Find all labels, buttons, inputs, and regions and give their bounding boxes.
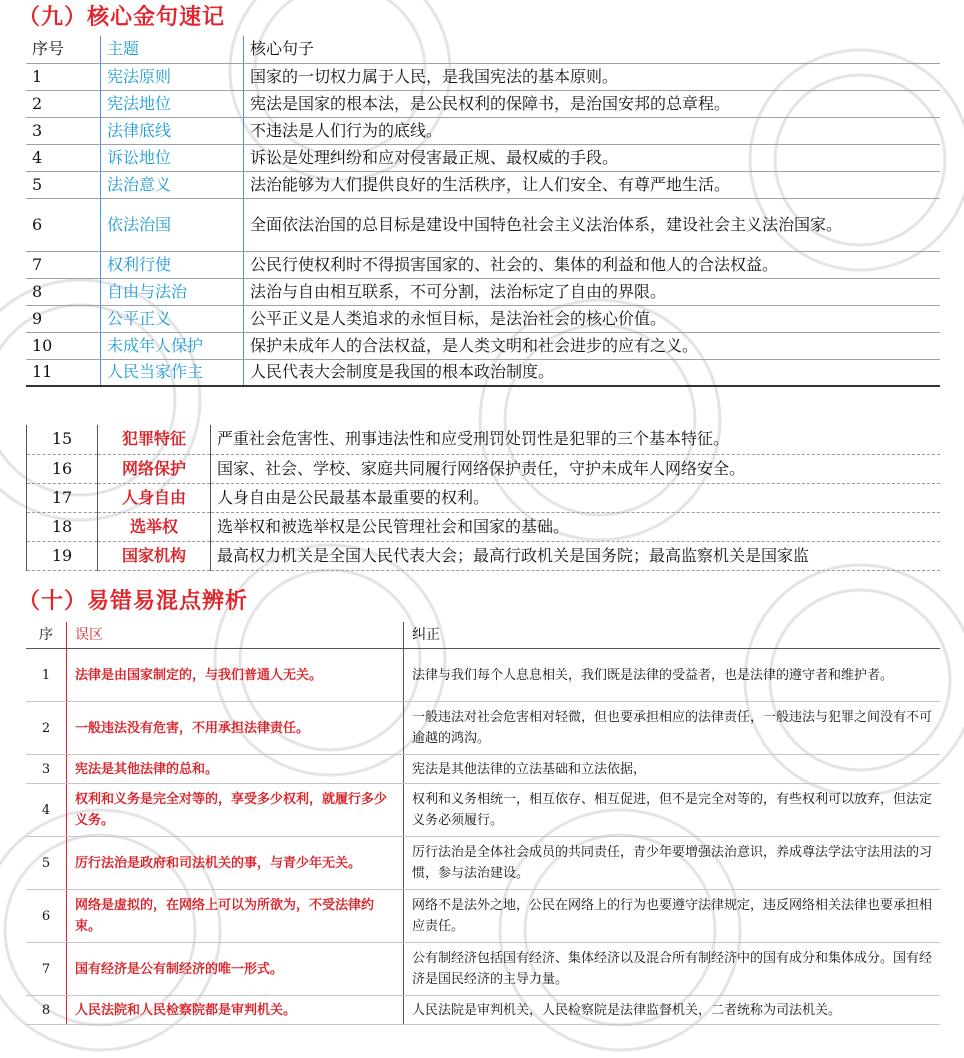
row-num: 2 <box>26 90 101 117</box>
row-text: 公民行使权利时不得损害国家的、社会的、集体的利益和他人的合法权益。 <box>244 251 941 278</box>
row-num: 16 <box>27 454 98 483</box>
row-topic: 诉讼地位 <box>101 144 244 171</box>
row-myth: 人民法院和人民检察院都是审判机关。 <box>67 996 404 1025</box>
table-row <box>26 837 940 890</box>
row-text: 人民代表大会制度是我国的根本政治制度。 <box>244 359 941 386</box>
table-row <box>26 649 940 702</box>
table-row <box>26 90 940 117</box>
row-text: 最高权力机关是全国人民代表大会；最高行政机关是国务院；最高监察机关是国家监 <box>211 541 941 570</box>
row-num: 7 <box>26 251 101 278</box>
row-num: 11 <box>26 359 101 386</box>
row-topic: 法律底线 <box>101 117 244 144</box>
row-topic: 宪法地位 <box>101 90 244 117</box>
row-myth: 一般违法没有危害，不用承担法律责任。 <box>67 702 404 755</box>
row-text: 全面依法治国的总目标是建设中国特色社会主义法治体系，建设社会主义法治国家。 <box>244 198 941 251</box>
table-row <box>26 359 940 386</box>
row-topic: 未成年人保护 <box>101 332 244 359</box>
section-9-title: （九）核心金句速记 <box>18 4 226 30</box>
row-topic: 依法治国 <box>101 198 244 251</box>
row-num: 6 <box>26 198 101 251</box>
row-text: 法治能够为人们提供良好的生活秩序，让人们安全、有尊严地生活。 <box>244 171 941 198</box>
row-num: 4 <box>26 144 101 171</box>
misconceptions-table <box>26 622 940 1025</box>
row-num: 2 <box>26 702 67 755</box>
row-text: 国家的一切权力属于人民，是我国宪法的基本原则。 <box>244 63 941 90</box>
row-text: 严重社会危害性、刑事违法性和应受刑罚处罚性是犯罪的三个基本特征。 <box>211 425 941 454</box>
table-row <box>26 305 940 332</box>
row-num: 1 <box>26 649 67 702</box>
row-topic: 法治意义 <box>101 171 244 198</box>
row-text: 诉讼是处理纠纷和应对侵害最正规、最权威的手段。 <box>244 144 941 171</box>
table-row <box>26 784 940 837</box>
row-myth: 权利和义务是完全对等的，享受多少权利，就履行多少义务。 <box>67 784 404 837</box>
row-topic: 犯罪特征 <box>98 425 211 454</box>
row-myth: 网络是虚拟的，在网络上可以为所欲为，不受法律约束。 <box>67 890 404 943</box>
table-row <box>26 63 940 90</box>
row-fix: 公有制经济包括国有经济、集体经济以及混合所有制经济中的国有成分和集体成分。国有经济是国民经济的主导力量。 <box>404 943 941 996</box>
row-num: 9 <box>26 305 101 332</box>
row-topic: 宪法原则 <box>101 63 244 90</box>
row-text: 选举权和被选举权是公民管理社会和国家的基础。 <box>211 512 941 541</box>
golden-sentences-table-continued <box>26 425 940 571</box>
row-num: 17 <box>27 483 98 512</box>
row-fix: 法律与我们每个人息息相关，我们既是法律的受益者，也是法律的遵守者和维护者。 <box>404 649 941 702</box>
table-row <box>26 198 940 251</box>
row-text: 法治与自由相互联系，不可分割，法治标定了自由的界限。 <box>244 278 941 305</box>
table-row <box>26 278 940 305</box>
table-row <box>27 454 941 483</box>
row-num: 4 <box>26 784 67 837</box>
row-num: 18 <box>27 512 98 541</box>
row-text: 公平正义是人类追求的永恒目标，是法治社会的核心价值。 <box>244 305 941 332</box>
table-row <box>26 890 940 943</box>
row-fix: 一般违法对社会危害相对轻微，但也要承担相应的法律责任，一般违法与犯罪之间没有不可逾越的鸿沟。 <box>404 702 941 755</box>
row-num: 5 <box>26 171 101 198</box>
header-fix: 纠正 <box>404 622 941 649</box>
table-row <box>27 483 941 512</box>
row-myth: 国有经济是公有制经济的唯一形式。 <box>67 943 404 996</box>
row-num: 10 <box>26 332 101 359</box>
header-num: 序 <box>26 622 67 649</box>
table-header-row <box>26 622 940 649</box>
table-header-row <box>26 36 940 63</box>
table-row <box>27 425 941 454</box>
row-topic: 人民当家作主 <box>101 359 244 386</box>
row-text: 保护未成年人的合法权益，是人类文明和社会进步的应有之义。 <box>244 332 941 359</box>
table-row <box>26 251 940 278</box>
header-topic: 主题 <box>101 36 244 63</box>
row-num: 8 <box>26 996 67 1025</box>
row-num: 8 <box>26 278 101 305</box>
header-sentence: 核心句子 <box>244 36 941 63</box>
table-row <box>26 171 940 198</box>
header-myth: 误区 <box>67 622 404 649</box>
row-topic: 国家机构 <box>98 541 211 570</box>
row-topic: 人身自由 <box>98 483 211 512</box>
row-myth: 宪法是其他法律的总和。 <box>67 755 404 784</box>
row-num: 5 <box>26 837 67 890</box>
row-num: 15 <box>27 425 98 454</box>
row-topic: 权利行使 <box>101 251 244 278</box>
table-row <box>26 144 940 171</box>
table-row <box>26 996 940 1025</box>
table-row <box>26 117 940 144</box>
table-row <box>27 541 941 570</box>
row-topic: 选举权 <box>98 512 211 541</box>
row-num: 1 <box>26 63 101 90</box>
section-10-title: （十）易错易混点辨析 <box>18 588 249 614</box>
table-row <box>26 332 940 359</box>
table-row <box>26 943 940 996</box>
row-fix: 人民法院是审判机关，人民检察院是法律监督机关，二者统称为司法机关。 <box>404 996 941 1025</box>
row-fix: 宪法是其他法律的立法基础和立法依据， <box>404 755 941 784</box>
row-myth: 厉行法治是政府和司法机关的事，与青少年无关。 <box>67 837 404 890</box>
row-topic: 公平正义 <box>101 305 244 332</box>
row-num: 7 <box>26 943 67 996</box>
row-fix: 厉行法治是全体社会成员的共同责任，青少年要增强法治意识，养成尊法学法守法用法的习惯，参与法治建设。 <box>404 837 941 890</box>
header-num: 序号 <box>26 36 101 63</box>
row-text: 不违法是人们行为的底线。 <box>244 117 941 144</box>
row-num: 6 <box>26 890 67 943</box>
row-topic: 自由与法治 <box>101 278 244 305</box>
row-text: 宪法是国家的根本法，是公民权利的保障书，是治国安邦的总章程。 <box>244 90 941 117</box>
table-row <box>26 755 940 784</box>
row-num: 3 <box>26 117 101 144</box>
golden-sentences-table <box>26 36 940 387</box>
row-myth: 法律是由国家制定的，与我们普通人无关。 <box>67 649 404 702</box>
table-row <box>27 512 941 541</box>
row-fix: 网络不是法外之地，公民在网络上的行为也要遵守法律规定，违反网络相关法律也要承担相应责任。 <box>404 890 941 943</box>
row-text: 国家、社会、学校、家庭共同履行网络保护责任，守护未成年人网络安全。 <box>211 454 941 483</box>
row-text: 人身自由是公民最基本最重要的权利。 <box>211 483 941 512</box>
row-topic: 网络保护 <box>98 454 211 483</box>
table-row <box>26 702 940 755</box>
row-fix: 权利和义务相统一，相互依存、相互促进，但不是完全对等的，有些权利可以放弃，但法定义务必须履行。 <box>404 784 941 837</box>
row-num: 19 <box>27 541 98 570</box>
row-num: 3 <box>26 755 67 784</box>
